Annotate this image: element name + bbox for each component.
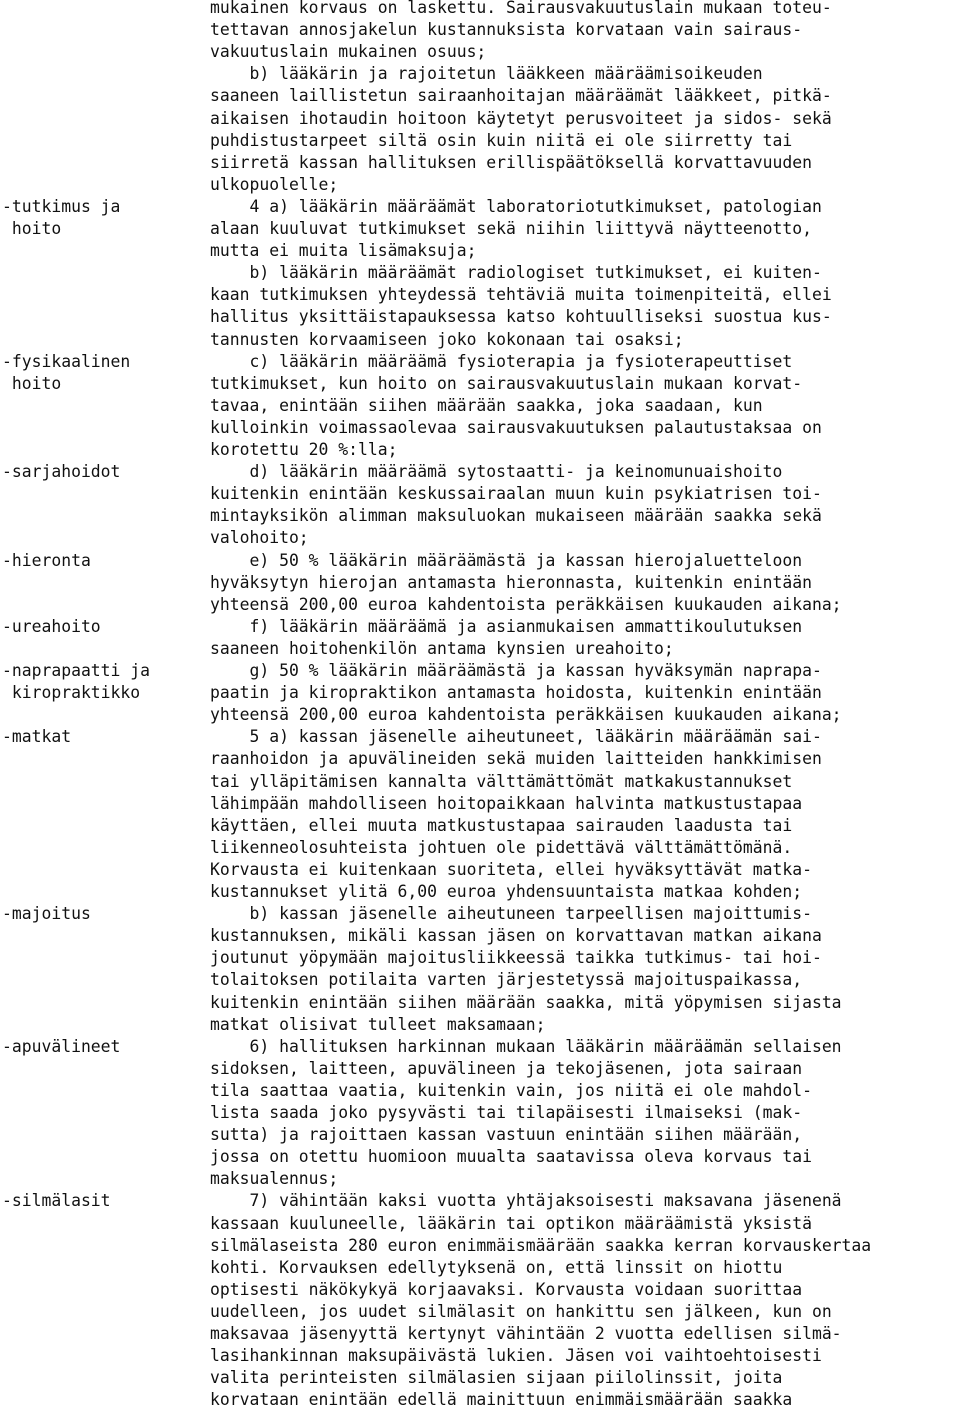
body-text: sidoksen, laitteen, apuvälineen ja tekojäsenen, jota sairaan: [210, 1058, 803, 1078]
document-line: [0, 417, 960, 439]
document-line: [0, 152, 960, 174]
document-line: [0, 859, 960, 881]
document-line: [0, 1257, 960, 1279]
document-line: [0, 793, 960, 815]
body-text: hallitus yksittäistapauksessa katso kohtuulliseksi suostua kus-: [210, 307, 832, 327]
document-line: [0, 373, 960, 395]
body-text: sutta) ja rajoittaen kassan vastuun enintään siihen määrään,: [210, 1125, 803, 1145]
body-text: siirretä kassan hallituksen erillispäätöksellä korvattavuuden: [210, 152, 812, 172]
document-line: [0, 461, 960, 483]
body-text: kaan tutkimuksen yhteydessä tehtäviä muita toimenpiteitä, ellei: [210, 285, 832, 305]
document-line: [0, 108, 960, 130]
document-line: [0, 1014, 960, 1036]
body-text: lista saada joko pysyvästi tai tilapäisesti ilmaiseksi (mak-: [210, 1103, 803, 1122]
body-text: saaneen laillistetun sairaanhoitajan määräämät lääkkeet, pitkä-: [210, 86, 832, 106]
document-line: [0, 638, 960, 660]
body-text: optisesti näkökykyä korjaavaksi. Korvausta voidaan suorittaa: [210, 1279, 803, 1299]
body-text: maksavaa jäsenyyttä kertynyt vähintään 2 vuotta edellisen silmä-: [210, 1324, 842, 1343]
document-line: [0, 395, 960, 417]
document-line: [0, 19, 960, 41]
margin-heading: -silmälasit: [2, 1191, 111, 1211]
body-text: tutkimukset, kun hoito on sairausvakuutuslain mukaan korvat-: [210, 373, 803, 393]
body-text: tila saattaa vaatia, kuitenkin vain, jos niitä ei ole mahdol-: [210, 1080, 812, 1100]
body-text: jossa on otettu huomioon muualta saatavissa oleva korvaus tai: [210, 1147, 812, 1167]
document-line: [0, 881, 960, 903]
body-text: e) 50 % lääkärin määräämästä ja kassan hierojaluetteloon: [210, 550, 803, 570]
document-line: [0, 704, 960, 726]
document-line: [0, 306, 960, 328]
document-line: [0, 748, 960, 770]
document-line: [0, 329, 960, 351]
margin-heading: -tutkimus ja: [2, 196, 121, 216]
document-line: [0, 284, 960, 306]
document-line: [0, 1190, 960, 1212]
document-line: [0, 130, 960, 152]
document-line: [0, 969, 960, 991]
document-line: [0, 240, 960, 262]
body-text: uudelleen, jos uudet silmälasit on hankittu sen jälkeen, kun on: [210, 1301, 832, 1321]
document-line: [0, 726, 960, 748]
document-line: [0, 41, 960, 63]
body-text: kustannukset ylitä 6,00 euroa yhdensuuntaista matkaa kohden;: [210, 882, 803, 901]
body-text: lasihankinnan maksupäivästä lukien. Jäsen voi vaihtoehtoisesti: [210, 1346, 822, 1366]
body-text: kuitenkin enintään keskussairaalan muun kuin psykiatrisen toi-: [210, 484, 822, 504]
margin-heading: -fysikaalinen: [2, 351, 131, 371]
document-line: [0, 682, 960, 704]
document-line: [0, 947, 960, 969]
document-line: [0, 85, 960, 107]
body-text: Korvausta ei kuitenkaan suoriteta, ellei hyväksyttävät matka-: [210, 859, 812, 879]
body-text: b) kassan jäsenelle aiheutuneen tarpeellisen majoittumis-: [210, 904, 812, 924]
body-text: korvataan enintään edellä mainittuun enimmäismäärään saakka: [210, 1390, 793, 1410]
body-text: lähimpään mahdolliseen hoitopaikkaan halvinta matkustustapaa: [210, 793, 803, 813]
document-line: [0, 594, 960, 616]
document-line: [0, 550, 960, 572]
body-text: mintayksikön alimman maksuluokan mukaiseen määrään saakka sekä: [210, 506, 822, 526]
body-text: b) lääkärin määräämät radiologiset tutkimukset, ei kuiten-: [210, 263, 822, 283]
body-text: tai ylläpitämisen kannalta välttämättömät matkakustannukset: [210, 771, 793, 791]
margin-heading: -hieronta: [2, 550, 91, 570]
document-line: [0, 0, 960, 19]
document-line: [0, 483, 960, 505]
document-line: [0, 1058, 960, 1080]
body-text: tettavan annosjakelun kustannuksista korvataan vain sairaus-: [210, 20, 803, 40]
body-text: 4 a) lääkärin määräämät laboratoriotutkimukset, patologian: [210, 196, 822, 216]
document-line: [0, 262, 960, 284]
body-text: ulkopuolelle;: [210, 174, 339, 194]
body-text: 6) hallituksen harkinnan mukaan lääkärin määräämän sellaisen: [210, 1036, 842, 1056]
document-line: [0, 63, 960, 85]
body-text: silmälaseista 280 euron enimmäismäärään saakka kerran korvauskertaa: [210, 1235, 872, 1255]
body-text: puhdistustarpeet siltä osin kuin niitä ei ole siirretty tai: [210, 130, 793, 150]
document-line: [0, 925, 960, 947]
body-text: c) lääkärin määräämä fysioterapia ja fysioterapeuttiset: [210, 351, 793, 371]
margin-heading: -naprapaatti ja: [2, 661, 151, 680]
body-text: kulloinkin voimassaolevaa sairausvakuutuksen palautustaksaa on: [210, 417, 822, 437]
document-line: [0, 439, 960, 461]
document-line: [0, 815, 960, 837]
document-line: [0, 1102, 960, 1124]
document-line: [0, 1080, 960, 1102]
body-text: paatin ja kiropraktikon antamasta hoidosta, kuitenkin enintään: [210, 683, 822, 703]
document-line: [0, 1323, 960, 1345]
document-line: [0, 351, 960, 373]
body-text: alaan kuuluvat tutkimukset sekä niihin liittyvä näytteenotto,: [210, 219, 812, 238]
body-text: 7) vähintään kaksi vuotta yhtäjaksoisesti maksavana jäsenenä: [210, 1191, 842, 1211]
document-line: [0, 174, 960, 196]
margin-heading: kiropraktikko: [2, 683, 141, 703]
body-text: valita perinteisten silmälasien sijaan piilolinssit, joita: [210, 1368, 783, 1388]
body-text: hyväksytyn hierojan antamasta hieronnasta, kuitenkin enintään: [210, 572, 812, 592]
document-line: [0, 616, 960, 638]
body-text: kassaan kuuluneelle, lääkärin tai optikon määräämistä yksistä: [210, 1213, 812, 1233]
body-text: kohti. Korvauksen edellytyksenä on, että linssit on hiottu: [210, 1257, 783, 1277]
document-line: [0, 1036, 960, 1058]
margin-heading: hoito: [2, 373, 62, 393]
body-text: g) 50 % lääkärin määräämästä ja kassan hyväksymän naprapa-: [210, 661, 822, 680]
document-line: [0, 1213, 960, 1235]
body-text: b) lääkärin ja rajoitetun lääkkeen määräämisoikeuden: [210, 64, 763, 84]
body-text: kustannuksen, mikäli kassan jäsen on korvattavan matkan aikana: [210, 926, 822, 946]
body-text: d) lääkärin määräämä sytostaatti- ja keinomunuaishoito: [210, 462, 783, 482]
body-text: aikaisen ihotaudin hoitoon käytetyt perusvoiteet ja sidos- sekä: [210, 108, 832, 128]
body-text: 5 a) kassan jäsenelle aiheutuneet, lääkärin määräämän sai-: [210, 727, 822, 747]
margin-heading: hoito: [2, 219, 62, 238]
body-text: käyttäen, ellei muuta matkustustapaa sairauden laadusta tai: [210, 815, 793, 835]
body-text: tolaitoksen potilaita varten järjestetyssä majoituspaikassa,: [210, 970, 803, 990]
body-text: joutunut yöpymään majoitusliikkeessä taikka tutkimus- tai hoi-: [210, 948, 822, 968]
document-line: [0, 1345, 960, 1367]
body-text: vakuutuslain mukainen osuus;: [210, 42, 487, 62]
body-text: saaneen hoitohenkilön antama kynsien ureahoito;: [210, 638, 674, 658]
document-line: [0, 1301, 960, 1323]
document-line: [0, 505, 960, 527]
document-line: [0, 572, 960, 594]
margin-heading: -matkat: [2, 727, 72, 747]
document-line: [0, 1146, 960, 1168]
document-line: [0, 771, 960, 793]
margin-heading: -ureahoito: [2, 616, 101, 636]
body-text: mutta ei muita lisämaksuja;: [210, 241, 477, 261]
margin-heading: -apuvälineet: [2, 1036, 121, 1056]
body-text: yhteensä 200,00 euroa kahdentoista peräkkäisen kuukauden aikana;: [210, 705, 842, 725]
document-line: [0, 527, 960, 549]
document-line: [0, 218, 960, 240]
body-text: raanhoidon ja apuvälineiden sekä muiden laitteiden hankkimisen: [210, 749, 822, 769]
margin-heading: -sarjahoidot: [2, 462, 121, 482]
body-text: korotettu 20 %:lla;: [210, 440, 398, 459]
body-text: f) lääkärin määräämä ja asianmukaisen ammattikoulutuksen: [210, 616, 803, 636]
body-text: valohoito;: [210, 528, 309, 548]
body-text: tannusten korvaamiseen joko kokonaan tai osaksi;: [210, 329, 684, 349]
document-line: [0, 1235, 960, 1257]
body-text: yhteensä 200,00 euroa kahdentoista peräkkäisen kuukauden aikana;: [210, 594, 842, 614]
body-text: maksualennus;: [210, 1169, 339, 1189]
body-text: matkat olisivat tulleet maksamaan;: [210, 1014, 546, 1034]
body-text: tavaa, enintään siihen määrään saakka, joka saadaan, kun: [210, 395, 763, 415]
body-text: liikenneolosuhteista johtuen ole pidettävä välttämättömänä.: [210, 837, 793, 857]
document-line: [0, 903, 960, 925]
document-line: [0, 1124, 960, 1146]
margin-heading: -majoitus: [2, 904, 91, 924]
document-line: [0, 1389, 960, 1411]
document-line: [0, 196, 960, 218]
body-text: mukainen korvaus on laskettu. Sairausvakuutuslain mukaan toteu-: [210, 0, 832, 17]
document-line: [0, 660, 960, 682]
document-line: [0, 1279, 960, 1301]
document-line: [0, 1168, 960, 1190]
document-line: [0, 992, 960, 1014]
body-text: kuitenkin enintään siihen määrään saakka, mitä yöpymisen sijasta: [210, 992, 842, 1012]
document-line: [0, 837, 960, 859]
document-line: [0, 1367, 960, 1389]
